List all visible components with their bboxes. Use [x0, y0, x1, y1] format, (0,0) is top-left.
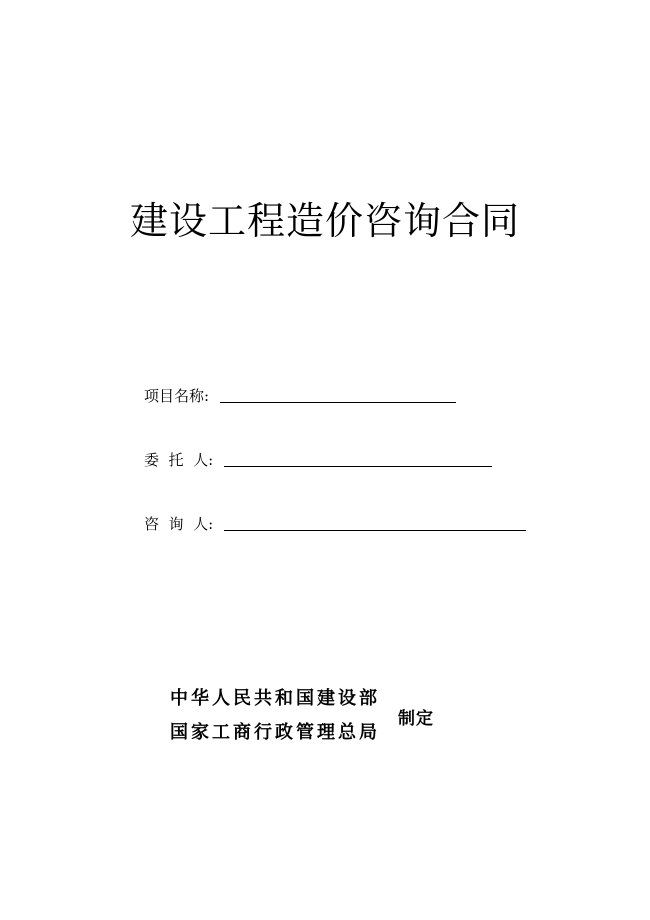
consultant-blank-line [224, 529, 526, 531]
consultant-field [144, 513, 526, 534]
issuer-ministry-construction: 中华人民共和国建设部 [170, 688, 380, 709]
project-name-field [144, 385, 456, 406]
client-blank-line [224, 465, 492, 467]
consultant-label: 咨 询 人: [144, 515, 218, 533]
document-title: 建设工程造价咨询合同 [129, 199, 520, 243]
issuer-block [170, 682, 380, 750]
client-label: 委 托 人: [144, 451, 218, 469]
issuer-industry-commerce: 国家工商行政管理总局 [170, 722, 380, 743]
issuer-suffix: 制定 [398, 709, 434, 729]
project-name-blank-line [220, 401, 456, 403]
project-name-label: 项目名称: [144, 387, 214, 405]
client-field [144, 449, 492, 470]
